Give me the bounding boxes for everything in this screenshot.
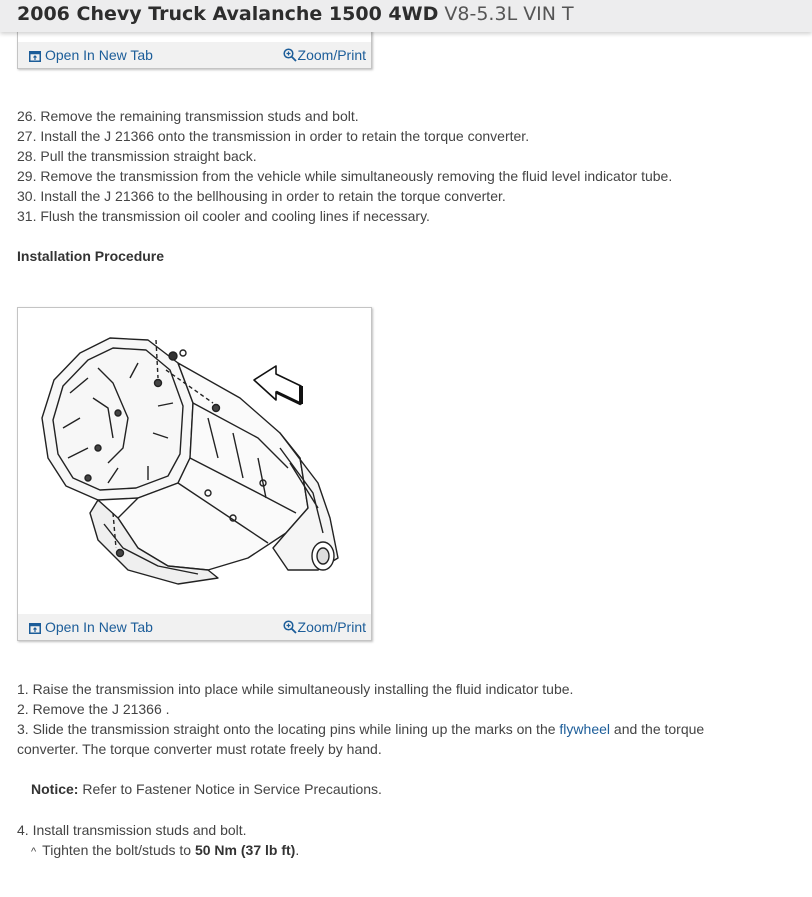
direction-arrow (254, 366, 301, 404)
vehicle-title (17, 3, 574, 25)
torque-value: 50 Nm (37 lb ft) (194, 842, 296, 858)
install-step-3-continued: converter. The torque converter must rotate freely by hand. (17, 741, 382, 757)
zoom-icon (283, 48, 297, 62)
notice (31, 779, 382, 799)
notice-text: Refer to Fastener Notice in Service Precautions. (78, 781, 382, 797)
removal-step-28: 28. Pull the transmission straight back. (17, 148, 257, 164)
new-tab-icon (29, 51, 41, 62)
zoom-icon (283, 620, 297, 634)
figure-box-installation (17, 307, 372, 641)
torque-spec-text: Tighten the bolt/studs to (42, 842, 195, 858)
open-in-new-tab-label: Open In New Tab (45, 619, 153, 635)
torque-spec (31, 840, 299, 862)
install-step-2: 2. Remove the J 21366 . (17, 701, 170, 717)
transmission-illustration (18, 308, 371, 614)
installation-heading: Installation Procedure (17, 248, 165, 264)
removal-step-26: 26. Remove the remaining transmission studs and bolt. (17, 108, 359, 124)
open-in-new-tab-label: Open In New Tab (45, 47, 153, 63)
vehicle-engine: V8-5.3L VIN T (444, 3, 574, 25)
figure-toolbar (18, 614, 371, 640)
zoom-print-label: Zoom/Print (297, 47, 366, 63)
flywheel-link[interactable]: flywheel (559, 721, 611, 737)
vehicle-model: 2006 Chevy Truck Avalanche 1500 4WD (17, 3, 439, 25)
open-in-new-tab-link[interactable] (29, 619, 153, 635)
torque-spec-end: . (295, 842, 300, 858)
install-step-4: 4. Install transmission studs and bolt. (17, 822, 247, 838)
install-step-1: 1. Raise the transmission into place while simultaneously installing the fluid indicator tube. (17, 681, 574, 697)
removal-step-29: 29. Remove the transmission from the vehicle while simultaneously removing the fluid level indicator tube. (17, 168, 673, 184)
zoom-print-link[interactable] (283, 47, 366, 63)
removal-step-31: 31. Flush the transmission oil cooler and cooling lines if necessary. (17, 208, 430, 224)
open-in-new-tab-link[interactable] (29, 47, 153, 63)
header-bar (0, 0, 812, 32)
removal-step-30: 30. Install the J 21366 to the bellhousing in order to retain the torque converter. (17, 188, 506, 204)
new-tab-icon (29, 623, 41, 634)
zoom-print-label: Zoom/Print (297, 619, 366, 635)
install-step-3-text: 3. Slide the transmission straight onto the locating pins while lining up the marks on the (17, 721, 560, 737)
figure-toolbar (18, 42, 371, 68)
sub-bullet: ^ (31, 846, 37, 858)
zoom-print-link[interactable] (283, 619, 366, 635)
removal-step-27: 27. Install the J 21366 onto the transmission in order to retain the torque converter. (17, 128, 530, 144)
install-step-3-text-end: and the torque (610, 721, 705, 737)
notice-label: Notice: (31, 781, 79, 797)
install-step-3 (17, 719, 704, 739)
